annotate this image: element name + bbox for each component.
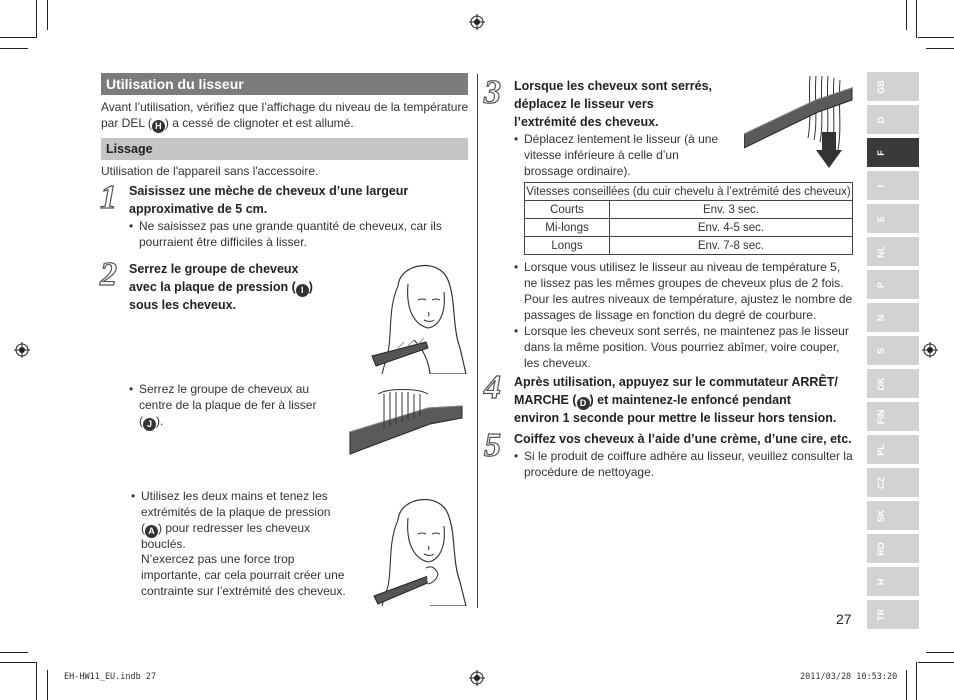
note-1-line-4: passages de lissage en fonction du degré de courbure. [524,308,817,322]
note-1: • Lorsque vous utilisez le lisseur au niveau de température 5, [514,260,841,274]
step-2-bullet-b-5: N’exercez pas une force trop [141,552,295,566]
registration-mark-icon [469,14,485,30]
tab-d[interactable]: D [867,105,919,134]
step-1-title-1: Saisissez une mèche de cheveux d’une largeur [129,184,409,198]
step-2-title-1: Serrez le groupe de cheveux [129,262,299,276]
step-3-title-1: Lorsque les cheveux sont serrés, [514,79,713,93]
step-2-bullet-b-7: contrainte sur l’extrémité des cheveux. [141,584,346,598]
sub-intro: Utilisation de l'appareil sans l'accessoire. [101,164,319,178]
step-3-number: 3 [484,74,501,111]
intro-line-2: par DEL ( H ) a cessé de clignoter et est allumé. [101,116,354,131]
note-2-line-2: dans la même position. Vous pourriez abîmer, voire couper, [524,340,840,354]
tab-n[interactable]: N [867,303,919,332]
tab-fin[interactable]: FIN [867,402,919,431]
tab-gb[interactable]: GB [867,72,919,101]
step-3-bullet: • Déplacez lentement le lisseur (à une [514,132,719,146]
tab-cz[interactable]: CZ [867,468,919,497]
section-title: Utilisation du lisseur [101,73,468,95]
table-cell-length: Courts [525,201,610,219]
registration-mark-icon [922,342,938,358]
speed-table-header: Vitesses conseillées (du cuir chevelu à l’extrémité des cheveux) [525,183,853,201]
sub-section-title: Lissage [101,138,468,160]
straightener-moving-illustration-icon [744,76,854,172]
page-number: 27 [836,611,852,627]
note-1-line-2: ne lissez pas les mêmes groupes de cheveux plus de 2 fois. [524,276,844,290]
step-2-title-2: avec la plaque de pression ( I ) [129,280,313,295]
step-2-bullet-b-6: importante, car cela pourrait créer une [141,568,345,582]
step-3-bullet-3: brossage ordinaire). [524,164,631,178]
step-4-title-1: Après utilisation, appuyez sur le commutateur ARRÊT/ [514,375,838,389]
tab-e[interactable]: E [867,204,919,233]
step-1-title-2: approximative de 5 cm. [129,202,268,216]
note-1-line-3: Pour les autres niveaux de température, ajustez le nombre de [524,292,853,306]
note-2-line-3: les cheveux. [524,356,591,370]
tab-ro[interactable]: RO [867,534,919,563]
pressure-plate-i-badge: I [296,284,309,297]
step-1-bullet-cont: pourraient être difficiles à lisser. [139,235,307,249]
registration-mark-icon [469,670,485,686]
table-cell-speed: Env. 7-8 sec. [610,237,853,255]
step-2-bullet-b-2: extrémités de la plaque de pression [141,505,331,519]
tab-nl[interactable]: NL [867,237,919,266]
step-4-title-3: environ 1 seconde pour mettre le lisseur hors tension. [514,411,837,425]
tab-tr[interactable]: TR [867,600,919,629]
tab-h[interactable]: H [867,567,919,596]
step-5-number: 5 [484,427,501,464]
straightener-closeup-illustration-icon [348,388,464,458]
step-5-bullet-2: procédure de nettoyage. [524,465,655,479]
tab-dk[interactable]: DK [867,369,919,398]
intro-line-1: Avant l’utilisation, vérifiez que l’affichage du niveau de la température [101,100,469,114]
step-3-title-3: l’extrémité des cheveux. [514,115,659,129]
step-4-title-2: MARCHE ( D ) et maintenez-le enfoncé pendant [514,393,791,408]
tab-pl[interactable]: PL [867,435,919,464]
step-2-number: 2 [100,256,117,293]
footer-date: 2011/03/28 10:53:20 [800,672,898,682]
registration-mark-icon [14,342,30,358]
table-cell-length: Longs [525,237,610,255]
step-5-title: Coiffez vos cheveux à l’aide d’une crème, d’une cire, etc. [514,432,852,446]
woman-straightening-illustration-icon [368,256,468,374]
step-3-bullet-2: vitesse inférieure à celle d’un [524,148,679,162]
step-2-bullet-b: • Utilisez les deux mains et tenez les [131,489,328,503]
step-2-bullet-b-3: ( A ) pour redresser les cheveux [141,521,311,536]
table-cell-length: Mi-longs [525,219,610,237]
step-2-bullet-a-2: centre de la plaque de fer à lisser [139,398,317,412]
switch-d-badge: D [577,397,590,410]
note-2: • Lorsque les cheveux sont serrés, ne maintenez pas le lisseur [514,324,849,338]
step-4-number: 4 [484,369,501,406]
plate-j-badge: J [143,418,156,431]
tab-f[interactable]: F [867,138,919,167]
tab-p[interactable]: P [867,270,919,299]
step-2-bullet-b-4: bouclés. [141,537,186,551]
tab-i[interactable]: I [867,171,919,200]
woman-two-hands-illustration-icon [368,490,468,606]
table-cell-speed: Env. 3 sec. [610,201,853,219]
indicator-h-badge: H [152,120,165,133]
table-row [525,201,853,219]
tab-s[interactable]: S [867,336,919,365]
step-2-title-3: sous les cheveux. [129,298,237,312]
tab-sk[interactable]: SK [867,501,919,530]
pressure-plate-a-badge: A [145,525,158,538]
step-1-number: 1 [100,179,117,216]
table-cell-speed: Env. 4-5 sec. [610,219,853,237]
table-row [525,219,853,237]
table-row [525,237,853,255]
step-3-title-2: déplacez le lisseur vers [514,97,654,111]
footer-file: EH-HW11_EU.indb 27 [64,672,157,682]
step-5-bullet: • Si le produit de coiffure adhère au lisseur, veuillez consulter la [514,449,853,463]
step-1-bullet: • Ne saisissez pas une grande quantité de cheveux, car ils [129,219,442,233]
step-2-bullet-a: • Serrez le groupe de cheveux au [129,382,310,396]
speed-table [524,182,853,255]
step-2-bullet-a-3: ( J ). [139,414,164,429]
